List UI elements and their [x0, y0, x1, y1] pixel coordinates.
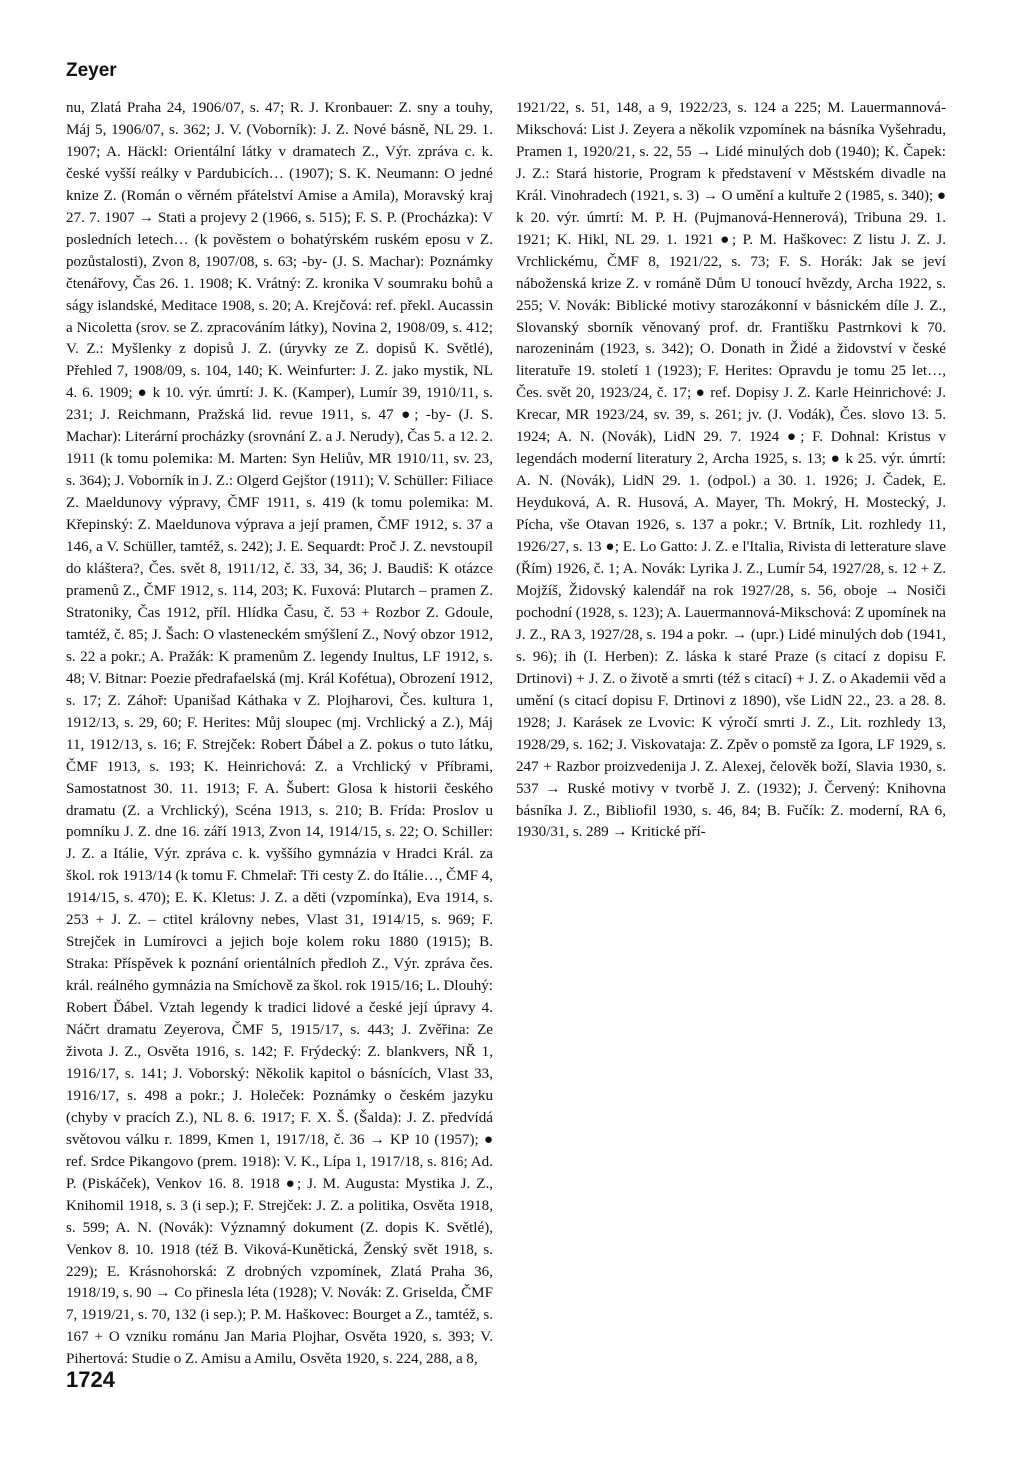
page-number: 1724	[66, 1367, 115, 1392]
running-head: Zeyer	[66, 60, 117, 81]
text-column-left: nu, Zlatá Praha 24, 1906/07, s. 47; R. J. Kronbauer: Z. sny a touhy, Máj 5, 1906/07, s. 362; J. V. (Voborník): J. Z. Nové básně, NL 29. 1. 1907; A. Häckl: Orientální látky v dramatech Z., Výr. zpráva c. k. české vyšší reálky v Pardubicích… (1907); S. K. Neumann: O jedné knize Z. (Román o věrném přátelství Amise a Amila), Moravský kraj 27. 7. 1907 → Stati a projevy 2 (1966, s. 515); F. S. P. (Procházka): V posledních letech… (k pověstem o bohatýrském ruském eposu v Z. pozůstalosti), Zvon 8, 1907/08, s. 63; -by- (J. S. Machar): Poznámky čtenářovy, Čas 26. 1. 1908; K. Vrátný: Z. kronika V soumraku bohů a ságy islandské, Meditace 1908, s. 20; A. Krejčová: ref. překl. Aucassin a Nicoletta (srov. se Z. zpracováním látky), Novina 2, 1908/09, s. 412; V. Z.: Myšlenky z dopisů J. Z. (úryvky ze Z. dopisů K. Světlé), Přehled 7, 1908/09, s. 104, 140; K. Weinfurter: J. Z. jako mystik, NL 4. 6. 1909; ● k 10. výr. úmrtí: J. K. (Kamper), Lumír 39, 1910/11, s. 231; J. Reichmann, Pražská lid. revue 1911, s. 47 ●; -by- (J. S. Machar): Literární procházky (srovnání Z. a J. Nerudy), Čas 5. a 12. 2. 1911 (k tomu polemika: M. Marten: Syn Heliův, MR 1910/11, sv. 23, s. 364); J. Voborník in J. Z.: Olgerd Gejštor (1911); V. Schüller: Filiace Z. Maeldunovy výpravy, ČMF 1911, s. 419 (k tomu polemika: M. Křepinský: Z. Maeldunova výprava a její pramen, ČMF 1912, s. 37 a 146, a V. Schüller, tamtéž, s. 242); J. E. Sequardt: Proč J. Z. nevstoupil do kláštera?, Čes. svět 8, 1911/12, č. 33, 34, 36; J. Baudiš: K otázce pramenů Z., ČMF 1912, s. 114, 203; K. Fuxová: Plutarch – pramen Z. Stratoniky, Čas 1912, příl. Hlídka Času, č. 53 + Rozbor Z. Gdoule, tamtéž, č. 85; J. Šach: O vlasteneckém smýšlení Z., Nový obzor 1912, s. 22 a pokr.; A. Pražák: K pramenům Z. legendy Inultus, LF 1912, s. 48; V. Bitnar: Poezie předrafaelská (mj. Král Kofétua), Obrození 1912, s. 17; Z. Záhoř: Upanišad Káthaka v Z. Plojharovi, Čes. kultura 1, 1912/13, s. 29, 60; F. Herites: Můj sloupec (mj. Vrchlický a Z.), Máj 11, 1912/13, s. 16; F. Strejček: Robert Ďábel a Z. pokus o tuto látku, ČMF 1913, s. 193; K. Heinrichová: Z. a Vrchlický v Příbrami, Samostatnost 30. 11. 1913; F. A. Šubert: Glosa k historii českého dramatu (Z. a Vrchlický), Scéna 1913, s. 210; B. Frída: Proslov u pomníku J. Z. dne 16. září 1913, Zvon 14, 1914/15, s. 22; O. Schiller: J. Z. a Itálie, Výr. zpráva c. k. vyššího gymnázia v Hradci Král. za škol. rok 1913/14 (k tomu F. Chmelař: Tři cesty Z. do Itálie…, ČMF 4, 1914/15, s. 470); E. K. Kletus: J. Z. a děti (vzpomínka), Eva 1914, s. 253 + J. Z. – ctitel královny nebes, Vlast 31, 1914/15, s. 969; F. Strejček in Lumírovci a jejich boje kolem roku 1880 (1915); B. Straka: Příspěvek k poznání orientálních předloh Z., Výr. zpráva čes. král. reálného gymnázia na Smíchově za škol. rok 1915/16; L. Dlouhý: Robert Ďábel. Vztah legendy k tradici lidové a české její úpravy 4. Náčrt dramatu Zeyerova, ČMF 5, 1915/17, s. 443; J. Zvěřina: Ze života J. Z., Osvěta 1916, s. 142; F. Frýdecký: Z. blankvers, NŘ 1, 1916/17, s. 141; J. Voborský: Několik kapitol o básnících, Vlast 33, 1916/17, s. 498 a pokr.; J. Holeček: Poznámky o českém jazyku (chyby v pracích Z.), NL 8. 6. 1917; F. X. Š. (Šalda): J. Z. předvídá světovou válku r. 1899, Kmen 1, 1917/18, č. 36 → KP 10 (1957); ● ref. Srdce Pikangovo (prem. 1918): V. K., Lípa 1, 1917/18, s. 816; Ad. P. (Piskáček), Venkov 16. 8. 1918 ●; J. M. Augusta: Mystika J. Z., Knihomil 1918, s. 3 (i sep.); F. Strejček: J. Z. a politika, Osvěta 1918, s. 599; A. N. (Novák): Významný dokument (Z. dopis K. Světlé), Venkov 8. 10. 1918 (též B. Viková-Kunětická, Ženský svět 1918, s. 229); E. Krásnohorská: Z drobných vzpomínek, Zlatá Praha 36, 1918/19, s. 90 → Co přinesla léta (1928); V. Novák: Z. Griselda, ČMF 7, 1919/21, s. 70, 132 (i sep.); P. M. Haškovec: Bourget a Z., tamtéž, s. 167 + O vzniku románu Jan Maria Plojhar, Osvěta 1920, s. 393; V. Pihertová: Studie o Z. Amisu a Amilu, Osvěta 1920, s. 224, 288, a 8,	[66, 100, 493, 1368]
text-column-right: 1921/22, s. 51, 148, a 9, 1922/23, s. 124 a 225; M. Lauermannová-Mikschová: List J. Zeyera a několik vzpomínek na básníka Vyšehradu, Pramen 1, 1920/21, s. 22, 55 → Lidé minulých dob (1940); K. Čapek: J. Z.: Stará historie, Program k představení v Městském divadle na Král. Vinohradech (1921, s. 3) → O umění a kultuře 2 (1985, s. 340); ● k 20. výr. úmrtí: M. P. H. (Pujmanová-Hennerová), Tribuna 29. 1. 1921; K. Hikl, NL 29. 1. 1921 ●; P. M. Haškovec: Z listu J. Z. J. Vrchlickému, ČMF 8, 1921/22, s. 73; F. S. Horák: Jak se jeví náboženská krize Z. v románě Dům U tonoucí hvězdy, Archa 1922, s. 255; V. Novák: Biblické motivy starozákonní v básnickém díle J. Z., Slovanský sborník věnovaný prof. dr. Františku Pastrnkovi k 70. narozeninám (1923, s. 342); O. Donath in Židé a židovství v české literatuře 19. století 1 (1923); F. Herites: Opravdu je tomu 25 let…, Čes. svět 20, 1923/24, č. 17; ● ref. Dopisy J. Z. Karle Heinrichové: J. Krecar, MR 1923/24, sv. 39, s. 261; jv. (J. Vodák), Čes. slovo 13. 5. 1924; A. N. (Novák), LidN 29. 7. 1924 ●; F. Dohnal: Kristus v legendách moderní literatury 2, Archa 1925, s. 13; ● k 25. výr. úmrtí: A. N. (Novák), LidN 29. 1. (odpol.) a 30. 1. 1926; J. Čadek, E. Heyduková, A. R. Husová, A. Mayer, Th. Mokrý, H. Mostecký, J. Pícha, vše Otavan 1926, s. 137 a pokr.; V. Brtník, Lit. rozhledy 11, 1926/27, s. 13 ●; E. Lo Gatto: J. Z. e l'Italia, Rivista di letterature slave (Řím) 1926, č. 1; A. Novák: Lyrika J. Z., Lumír 54, 1927/28, s. 12 + Z. Mojžíš, Židovský kalendář na rok 1927/28, s. 56, oboje → Nosiči pochodní (1928, s. 123); A. Lauermannová-Mikschová: Z upomínek na J. Z., RA 3, 1927/28, s. 194 a pokr. → (upr.) Lidé minulých dob (1941, s. 96); ih (I. Herben): Z. láska k staré Praze (s citací z dopisu F. Drtinovi) + J. Z. o životě a smrti (též s citací) + J. Z. o Akademii věd a umění (s citací dopisu F. Drtinovi z 1890), vše LidN 22., 23. a 28. 8. 1928; J. Karásek ze Lvovic: K výročí smrti J. Z., Lit. rozhledy 13, 1928/29, s. 162; J. Viskovataja: Z. Zpěv o pomstě za Igora, LF 1929, s. 247 + Razbor proizvedenija J. Z. Alexej, čelověk boží, Slavia 1930, s. 537 → Ruské motivy v tvorbě J. Z. (1932); J. Červený: Knihovna básníka J. Z., Bibliofil 1930, s. 46, 84; B. Fučík: Z. moderní, RA 6, 1930/31, s. 289 → Kritické pří-	[516, 100, 946, 841]
